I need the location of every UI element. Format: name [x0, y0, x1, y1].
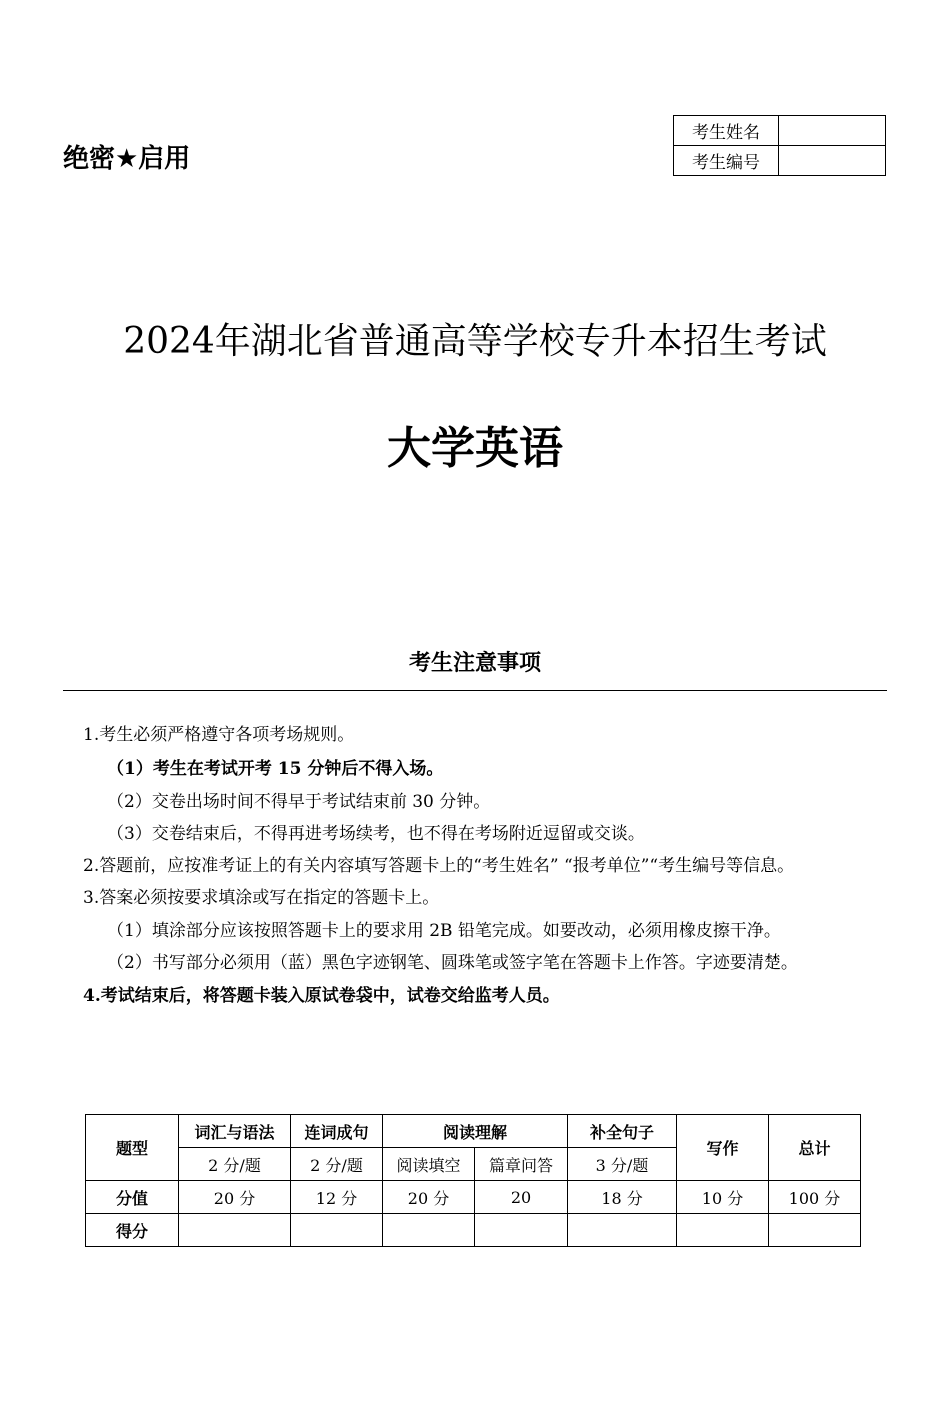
notice-item: （1）考生在考试开考 15 分钟后不得入场。	[107, 759, 444, 779]
section-reading: 阅读理解	[383, 1115, 568, 1148]
value-label: 分值	[86, 1181, 179, 1214]
divider	[63, 690, 887, 691]
notice-item: 4.考试结束后，将答题卡装入原试卷袋中，试卷交给监考人员。	[83, 986, 560, 1006]
type-header: 题型	[86, 1115, 179, 1181]
sub-reading-fill: 阅读填空	[383, 1148, 475, 1181]
notice-item: 3.答案必须按要求填涂或写在指定的答题卡上。	[83, 888, 440, 908]
notice-item: （3）交卷结束后，不得再进考场续考，也不得在考场附近逗留或交谈。	[107, 824, 645, 844]
exam-title: 2024年湖北省普通高等学校专升本招生考试	[123, 321, 827, 362]
notice-item: （2）书写部分必须用（蓝）黑色字迹钢笔、圆珠笔或签字笔在答题卡上作答。字迹要清楚。	[107, 953, 798, 973]
subject-title: 大学英语	[387, 423, 563, 474]
section-vocab: 词汇与语法	[179, 1115, 291, 1148]
notice-item: （1）填涂部分应该按照答题卡上的要求用 2B 铅笔完成。如要改动，必须用橡皮擦干净。	[107, 921, 781, 941]
score-cell[interactable]	[677, 1214, 769, 1247]
value-cell: 20 分	[383, 1181, 475, 1214]
notice-item: 2.答题前，应按准考证上的有关内容填写答题卡上的“考生姓名” “报考单位”“考生编号等信息。	[83, 856, 795, 876]
section-word-order: 连词成句	[291, 1115, 383, 1148]
section-complete: 补全句子	[568, 1115, 677, 1148]
value-cell: 20 分	[179, 1181, 291, 1214]
score-table	[85, 1114, 861, 1247]
score-cell[interactable]	[291, 1214, 383, 1247]
value-cell: 100 分	[769, 1181, 861, 1214]
sub-vocab: 2 分/题	[179, 1148, 291, 1181]
candidate-number-field[interactable]	[779, 146, 886, 176]
section-writing: 写作	[677, 1115, 769, 1181]
value-cell: 20	[475, 1181, 568, 1214]
score-cell[interactable]	[475, 1214, 568, 1247]
value-cell: 12 分	[291, 1181, 383, 1214]
candidate-info-box	[673, 115, 886, 176]
candidate-name-label: 考生姓名	[674, 116, 779, 146]
sub-word-order: 2 分/题	[291, 1148, 383, 1181]
secret-label: 绝密★启用	[63, 144, 191, 174]
notice-item: 1.考生必须严格遵守各项考场规则。	[83, 725, 355, 745]
value-cell: 18 分	[568, 1181, 677, 1214]
score-label: 得分	[86, 1214, 179, 1247]
score-cell[interactable]	[769, 1214, 861, 1247]
score-cell[interactable]	[383, 1214, 475, 1247]
sub-reading-qa: 篇章问答	[475, 1148, 568, 1181]
notice-heading: 考生注意事项	[408, 651, 541, 676]
score-cell[interactable]	[568, 1214, 677, 1247]
value-cell: 10 分	[677, 1181, 769, 1214]
score-cell[interactable]	[179, 1214, 291, 1247]
section-total: 总计	[769, 1115, 861, 1181]
sub-complete: 3 分/题	[568, 1148, 677, 1181]
candidate-number-label: 考生编号	[674, 146, 779, 176]
notice-item: （2）交卷出场时间不得早于考试结束前 30 分钟。	[107, 792, 491, 812]
candidate-name-field[interactable]	[779, 116, 886, 146]
